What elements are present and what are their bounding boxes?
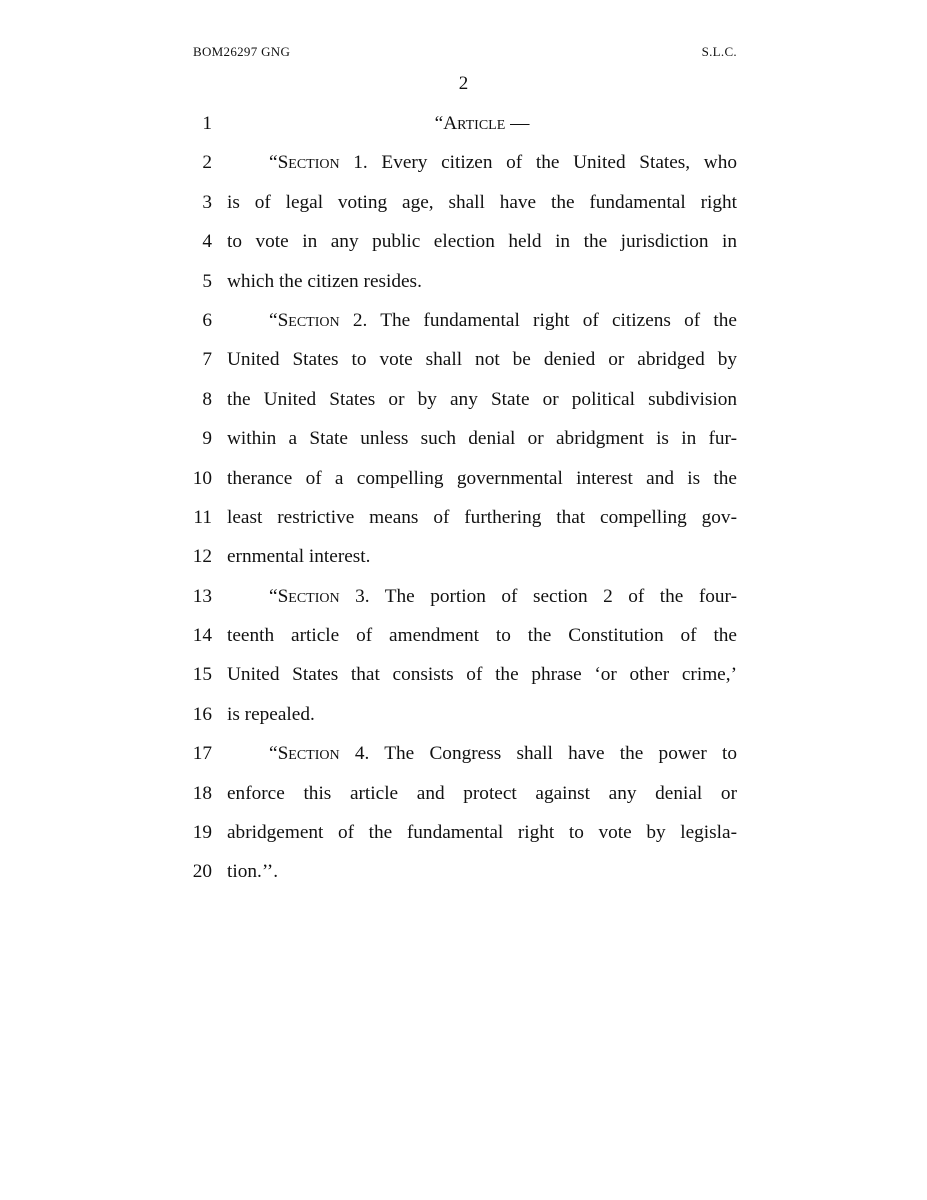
line-number: 5	[202, 270, 212, 292]
line-text	[227, 616, 737, 655]
line-text	[227, 340, 737, 379]
line-text	[227, 301, 737, 340]
line-number: 10	[192, 467, 212, 489]
line-text	[227, 222, 737, 261]
line-number: 1	[202, 113, 212, 134]
line-number: 7	[202, 349, 212, 371]
line-body: therance of a compelling governmental interest and is the	[227, 467, 737, 489]
line-text	[227, 695, 737, 734]
line-text	[227, 774, 737, 813]
heading-word: Section	[277, 585, 340, 607]
line-number: 8	[202, 388, 212, 410]
line-body: 2. The fundamental right of citizens of the	[339, 309, 737, 331]
line-number: 17	[192, 743, 212, 765]
text-line	[0, 577, 927, 616]
line-text	[227, 537, 737, 576]
line-number: 18	[192, 782, 212, 804]
text-line	[0, 813, 927, 852]
line-body: least restrictive means of furthering that compelling gov-	[227, 506, 737, 528]
line-text	[227, 419, 737, 458]
line-text	[227, 380, 737, 419]
slc-label: S.L.C.	[701, 44, 737, 59]
line-body: within a State unless such denial or abridgment is in fur-	[227, 428, 737, 450]
line-number: 13	[192, 585, 212, 607]
text-line	[0, 616, 927, 655]
open-quote: “	[269, 743, 278, 765]
open-quote: “	[434, 113, 444, 134]
heading-word: Section	[277, 152, 340, 174]
text-line	[0, 183, 927, 222]
line-number: 4	[202, 231, 212, 253]
line-body: is repealed.	[227, 703, 315, 725]
line-body: tion.’’.	[227, 861, 279, 883]
line-text	[227, 459, 737, 498]
document-id: BOM26297 GNG	[193, 44, 291, 59]
line-number: 12	[192, 546, 212, 568]
text-line	[0, 774, 927, 813]
text-line	[0, 419, 927, 458]
line-text	[227, 813, 737, 852]
line-text	[227, 183, 737, 222]
line-body: United States to vote shall not be denied or abridged by	[227, 349, 737, 371]
text-line	[0, 143, 927, 182]
text-line	[0, 695, 927, 734]
line-text	[227, 104, 737, 143]
bill-text	[0, 104, 927, 892]
open-quote: “	[269, 585, 278, 607]
text-line	[0, 104, 927, 143]
line-body: teenth article of amendment to the Constitution of the	[227, 625, 737, 647]
line-number: 16	[192, 703, 212, 725]
line-number: 9	[202, 428, 212, 450]
line-body: abridgement of the fundamental right to vote by legisla-	[227, 822, 737, 844]
text-line	[0, 734, 927, 773]
line-body: —	[505, 113, 530, 134]
line-body: the United States or by any State or political subdivision	[227, 388, 737, 410]
line-body: United States that consists of the phrase ‘or other crime,’	[227, 664, 737, 686]
line-body: 3. The portion of section 2 of the four-	[339, 585, 737, 607]
line-number: 14	[192, 625, 212, 647]
line-number: 2	[202, 152, 212, 174]
line-body: to vote in any public election held in the jurisdiction in	[227, 231, 737, 253]
text-line	[0, 380, 927, 419]
line-number: 11	[193, 506, 212, 528]
open-quote: “	[269, 309, 278, 331]
line-body: 4. The Congress shall have the power to	[339, 743, 737, 765]
line-body: 1. Every citizen of the United States, who	[339, 152, 737, 174]
line-text	[227, 143, 737, 182]
line-text	[227, 655, 737, 694]
line-text	[227, 734, 737, 773]
heading-word: Article	[443, 113, 506, 134]
line-text	[227, 577, 737, 616]
open-quote: “	[269, 152, 278, 174]
text-line	[0, 537, 927, 576]
text-line	[0, 655, 927, 694]
page-number: 2	[458, 73, 469, 94]
line-number: 19	[192, 822, 212, 844]
line-number: 3	[202, 191, 212, 213]
text-line	[0, 459, 927, 498]
text-line	[0, 340, 927, 379]
line-body: enforce this article and protect against any denial or	[227, 782, 737, 804]
text-line	[0, 262, 927, 301]
line-number: 15	[192, 664, 212, 686]
text-line	[0, 498, 927, 537]
line-text	[227, 262, 737, 301]
heading-word: Section	[277, 309, 340, 331]
text-line	[0, 301, 927, 340]
text-line	[0, 222, 927, 261]
text-line	[0, 852, 927, 891]
line-number: 20	[192, 861, 212, 883]
line-body: ernmental interest.	[227, 546, 371, 568]
line-number: 6	[202, 309, 212, 331]
line-body: which the citizen resides.	[227, 270, 422, 292]
line-body: is of legal voting age, shall have the fundamental right	[227, 191, 737, 213]
line-text	[227, 498, 737, 537]
line-text	[227, 852, 737, 891]
heading-word: Section	[277, 743, 340, 765]
